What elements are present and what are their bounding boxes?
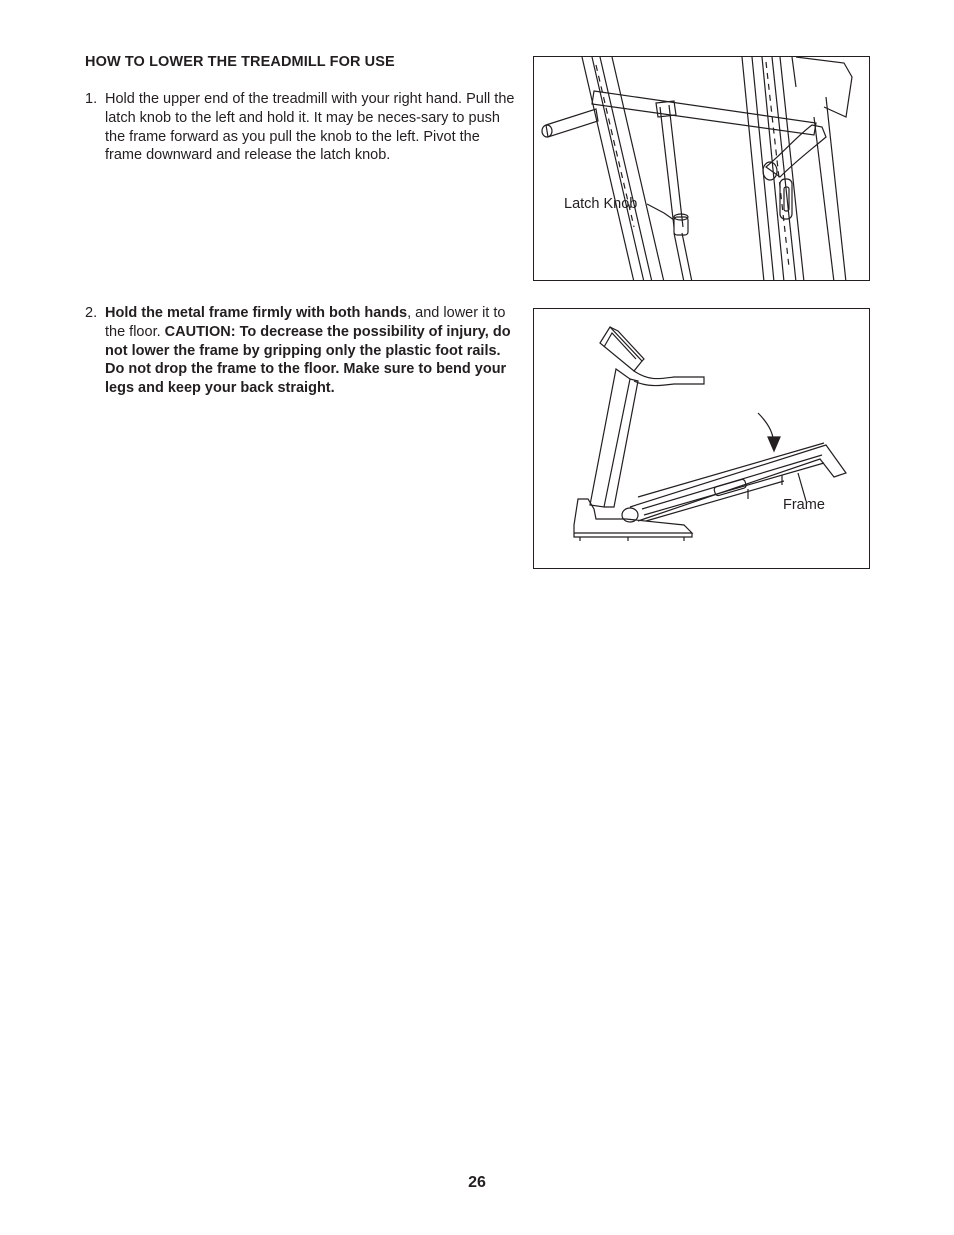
step-text <box>105 304 515 398</box>
step-2 <box>85 304 515 398</box>
latch-knob-callout: Latch Knob <box>564 196 638 212</box>
step-bold-lead: Hold the metal frame firmly with both hands <box>105 305 408 321</box>
latch-knob-illustration <box>533 56 870 281</box>
step-number: 1. <box>85 91 98 107</box>
step-text: Hold the upper end of the treadmill with your right hand. Pull the latch knob to the left and hold it. It may be neces-sary to push the frame forward as you pull the knob to the left. Pivot the frame downward and release the latch knob. <box>105 91 515 164</box>
latch-drawing <box>534 57 870 281</box>
page-number: 26 <box>468 1174 486 1191</box>
section-heading: HOW TO LOWER THE TREADMILL FOR USE <box>85 54 395 70</box>
step-1 <box>85 90 515 165</box>
frame-callout: Frame <box>783 497 825 513</box>
lowering-drawing <box>534 309 870 569</box>
step-number: 2. <box>85 305 98 321</box>
lowering-frame-illustration <box>533 308 870 569</box>
step-text-after-lead: , and lower it to the floor. <box>105 305 506 340</box>
caution-text: CAUTION: To decrease the possibility of injury, do not lower the frame by gripping only the plastic foot rails. Do not drop the frame to the floor. Make sure to bend your legs and keep your back straight. <box>105 323 511 397</box>
